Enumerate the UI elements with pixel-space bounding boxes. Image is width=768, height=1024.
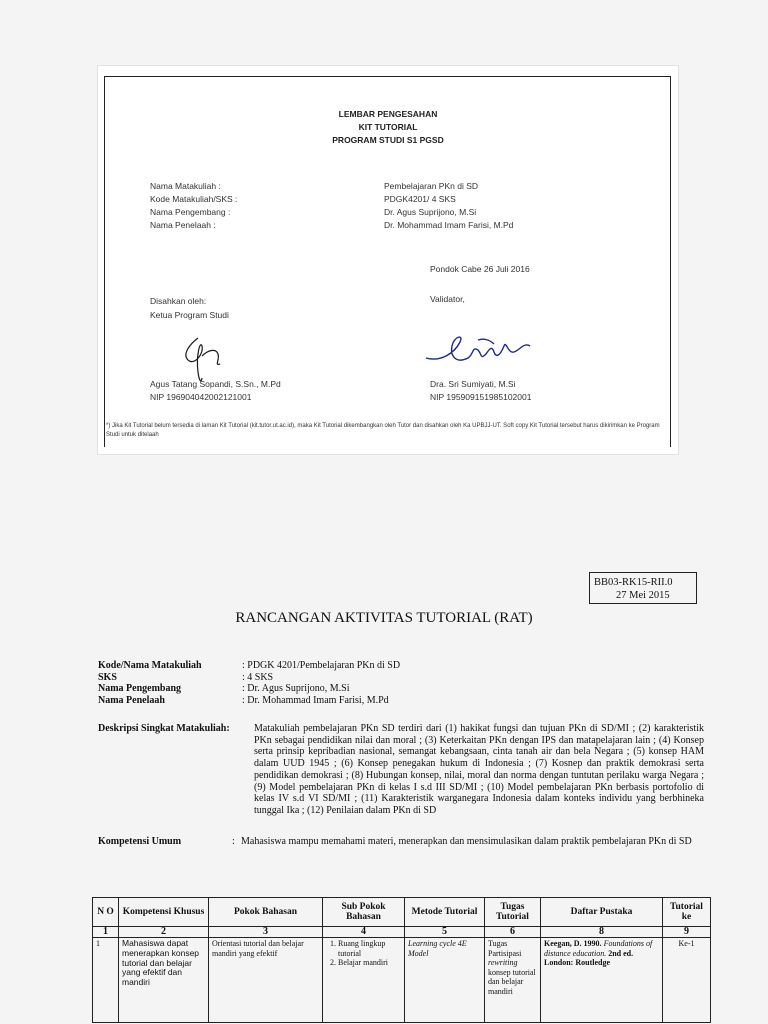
info-row: Nama Pengembang : Dr. Agus Suprijono, M.Si bbox=[98, 683, 350, 695]
header-subtopic: Sub Pokok Bahasan bbox=[323, 898, 405, 927]
header-references: Daftar Pustaka bbox=[541, 898, 663, 927]
row-task: Tugas Partisipasi rewriting konsep tutorial dan belajar mandiri bbox=[485, 938, 541, 1023]
validator-label: Validator, bbox=[430, 294, 465, 304]
document-id-box bbox=[589, 572, 697, 604]
info-row: SKS : 4 SKS bbox=[98, 671, 274, 683]
header-competence: Kompetensi Khusus bbox=[119, 898, 209, 927]
header-session: Tutorial ke bbox=[663, 898, 711, 927]
place-date: Pondok Cabe 26 Juli 2016 bbox=[430, 264, 530, 274]
approved-by: Disahkan oleh: Ketua Program Studi bbox=[150, 296, 229, 320]
table-row bbox=[93, 938, 711, 1023]
description-text: Matakuliah pembelajaran PKn SD terdiri dari (1) hakikat fungsi dan tujuan PKn di SD/MI ; (2) karakteristik PKn sebagai pendidikan nilai dan moral ; (3) Keterkaitan PKn dengan IPS dan matapelajaran lain ; (4) Konsep serta prinsip kepribadian nasional, semangat kebangsaan, cinta tanah air dan bela Negara ; (5) konsep HAM dalam UUD 1945 ; (6) Konsep penegakan hukum di Indonesia ; (7) Kosnep dan praktik demokrasi serta pendidikan demokrasi ; (8) Hubungan konsep, nilai, moral dan norma dengan tuntutan perilaku warga Negara ; (9) Model pembelajaran PKn di kelas I s.d III SD/MI ; (10) Model pembelajaran PKn berbasis portofolio di kelas IV s.d VI SD/MI ; (11) Karakteristik warganegara Indonesia dalam konteks individu yang berbhineka tunggal Ika ; (12) Penilaian dalam PKn di SD bbox=[254, 723, 704, 816]
row-topic: Orientasi tutorial dan belajar mandiri yang efektif bbox=[209, 938, 323, 1023]
approval-field-labels: Nama Matakuliah : Kode Matakuliah/SKS : Nama Pengembang : Nama Penelaah : bbox=[150, 181, 238, 230]
approval-field-values: Pembelajaran PKn di SD PDGK4201/ 4 SKS Dr. Agus Suprijono, M.Si Dr. Mohammad Imam Farisi, M.Pd bbox=[384, 181, 514, 230]
row-references: Keegan, D. 1990. Foundations of distance education. 2nd ed. London: Routledge bbox=[541, 938, 663, 1023]
competence-label: Kompetensi Umum bbox=[98, 836, 182, 847]
signer-right: Dra. Sri Sumiyati, M.Si NIP 195909151985102001 bbox=[430, 379, 532, 402]
table-number-row: 1 2 3 4 5 6 8 9 bbox=[93, 927, 711, 938]
signer-left: Agus Tatang Sopandi, S.Sn., M.Pd NIP 196904042002121001 bbox=[150, 379, 281, 402]
info-row: Nama Penelaah : Dr. Mohammad Imam Farisi, M.Pd bbox=[98, 694, 389, 706]
info-row: Kode/Nama Matakuliah : PDGK 4201/Pembelajaran PKn di SD bbox=[98, 660, 401, 671]
table-header-row bbox=[93, 898, 711, 927]
tutorial-activity-table bbox=[92, 897, 711, 1023]
row-no: 1 bbox=[93, 938, 119, 1023]
header-method: Metode Tutorial bbox=[405, 898, 485, 927]
header-topic: Pokok Bahasan bbox=[209, 898, 323, 927]
row-method: Learning cycle 4E Model bbox=[405, 938, 485, 1023]
row-competence: Mahasiswa dapat menerapkan konsep tutorial dan belajar yang efektif dan mandiri bbox=[119, 938, 209, 1023]
approval-sheet-scan bbox=[98, 66, 678, 454]
row-session: Ke-1 bbox=[663, 938, 711, 1023]
header-no: N O bbox=[93, 898, 119, 927]
description-label: Deskripsi Singkat Matakuliah: bbox=[98, 723, 230, 734]
row-subtopics: 1. Ruang lingkup tutorial 2. Belajar mandiri bbox=[323, 938, 405, 1023]
signature-right bbox=[420, 328, 540, 374]
approval-sheet-header: LEMBAR PENGESAHAN KIT TUTORIAL PROGRAM STUDI S1 PGSD bbox=[332, 109, 444, 145]
competence-text: Mahasiswa mampu memahami materi, menerapkan dan mensimulasikan dalam praktik pembelajaran PKn di SD bbox=[241, 836, 692, 847]
course-info bbox=[98, 660, 400, 706]
approval-footnote: *) Jika Kit Tutorial belum tersedia di laman Kit Tutorial (kit.tutor.ut.ac.id), maka Kit Tutorial dikembangkan oleh Tutor dan disahkan oleh Ka UPBJJ-UT. Soft copy Kit Tutorial tersebut harus dikirimkan ke Program Studi untuk ditelaah bbox=[106, 423, 660, 438]
page-title: RANCANGAN AKTIVITAS TUTORIAL (RAT) bbox=[235, 610, 533, 626]
document-code: BB03-RK15-RII.0 bbox=[594, 577, 673, 588]
document-date: 27 Mei 2015 bbox=[616, 590, 670, 601]
header-task: Tugas Tutorial bbox=[485, 898, 541, 927]
